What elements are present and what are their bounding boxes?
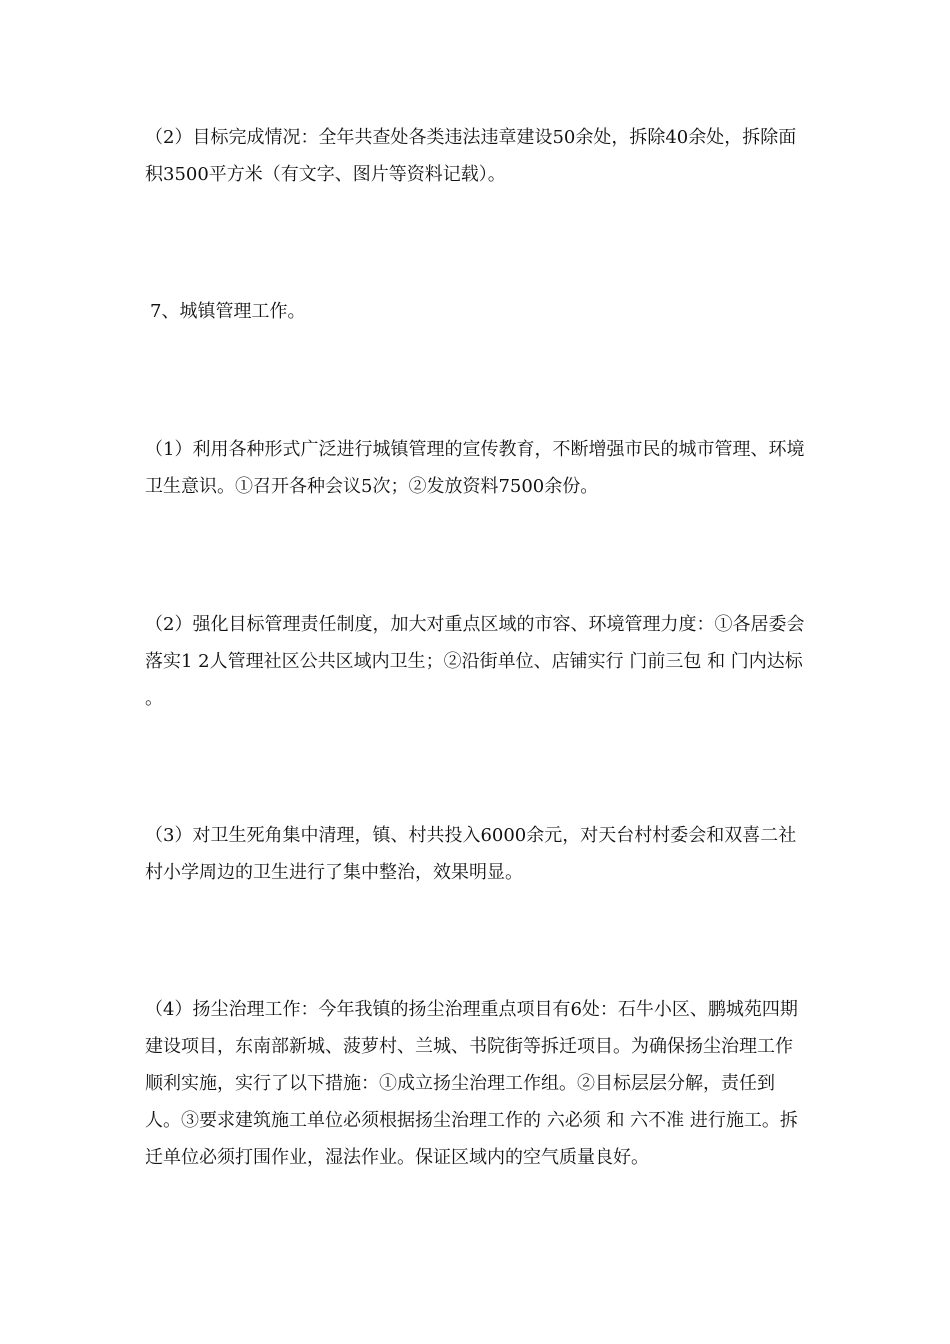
paragraph-responsibility-system: （2）强化目标管理责任制度，加大对重点区域的市容、环境管理力度：①各居委会落实1 2人管理社区公共区域内卫生；②沿街单位、店铺实行 门前三包 和 门内达标 。 [145, 614, 809, 709]
paragraph-sanitation-cleanup: （3）对卫生死角集中清理，镇、村共投入6000余元，对天台村村委会和双喜二社村小学周边的卫生进行了集中整治，效果明显。 [145, 825, 797, 883]
paragraph-dust-control: （4）扬尘治理工作：今年我镇的扬尘治理重点项目有6处：石牛小区、鹏城苑四期建设项目，东南部新城、菠萝村、兰城、书院街等拆迁项目。为确保扬尘治理工作顺利实施，实行了以下措施：①成立扬尘治理工作组。②目标层层分解，责任到人。③要求建筑施工单位必须根据扬尘治理工作的 六必须 和 六不准 进行施工。拆迁单位必须打围作业，湿法作业。保证区域内的空气质量良好。 [145, 999, 798, 1168]
paragraph-publicity-education: （1）利用各种形式广泛进行城镇管理的宣传教育，不断增强市民的城市管理、环境卫生意识。①召开各种会议5次；②发放资料7500余份。 [145, 439, 805, 497]
section-heading-town-management: 7、城镇管理工作。 [150, 301, 306, 322]
paragraph-target-completion: （2）目标完成情况：全年共查处各类违法违章建设50余处，拆除40余处，拆除面积3500平方米（有文字、图片等资料记载）。 [145, 127, 797, 185]
